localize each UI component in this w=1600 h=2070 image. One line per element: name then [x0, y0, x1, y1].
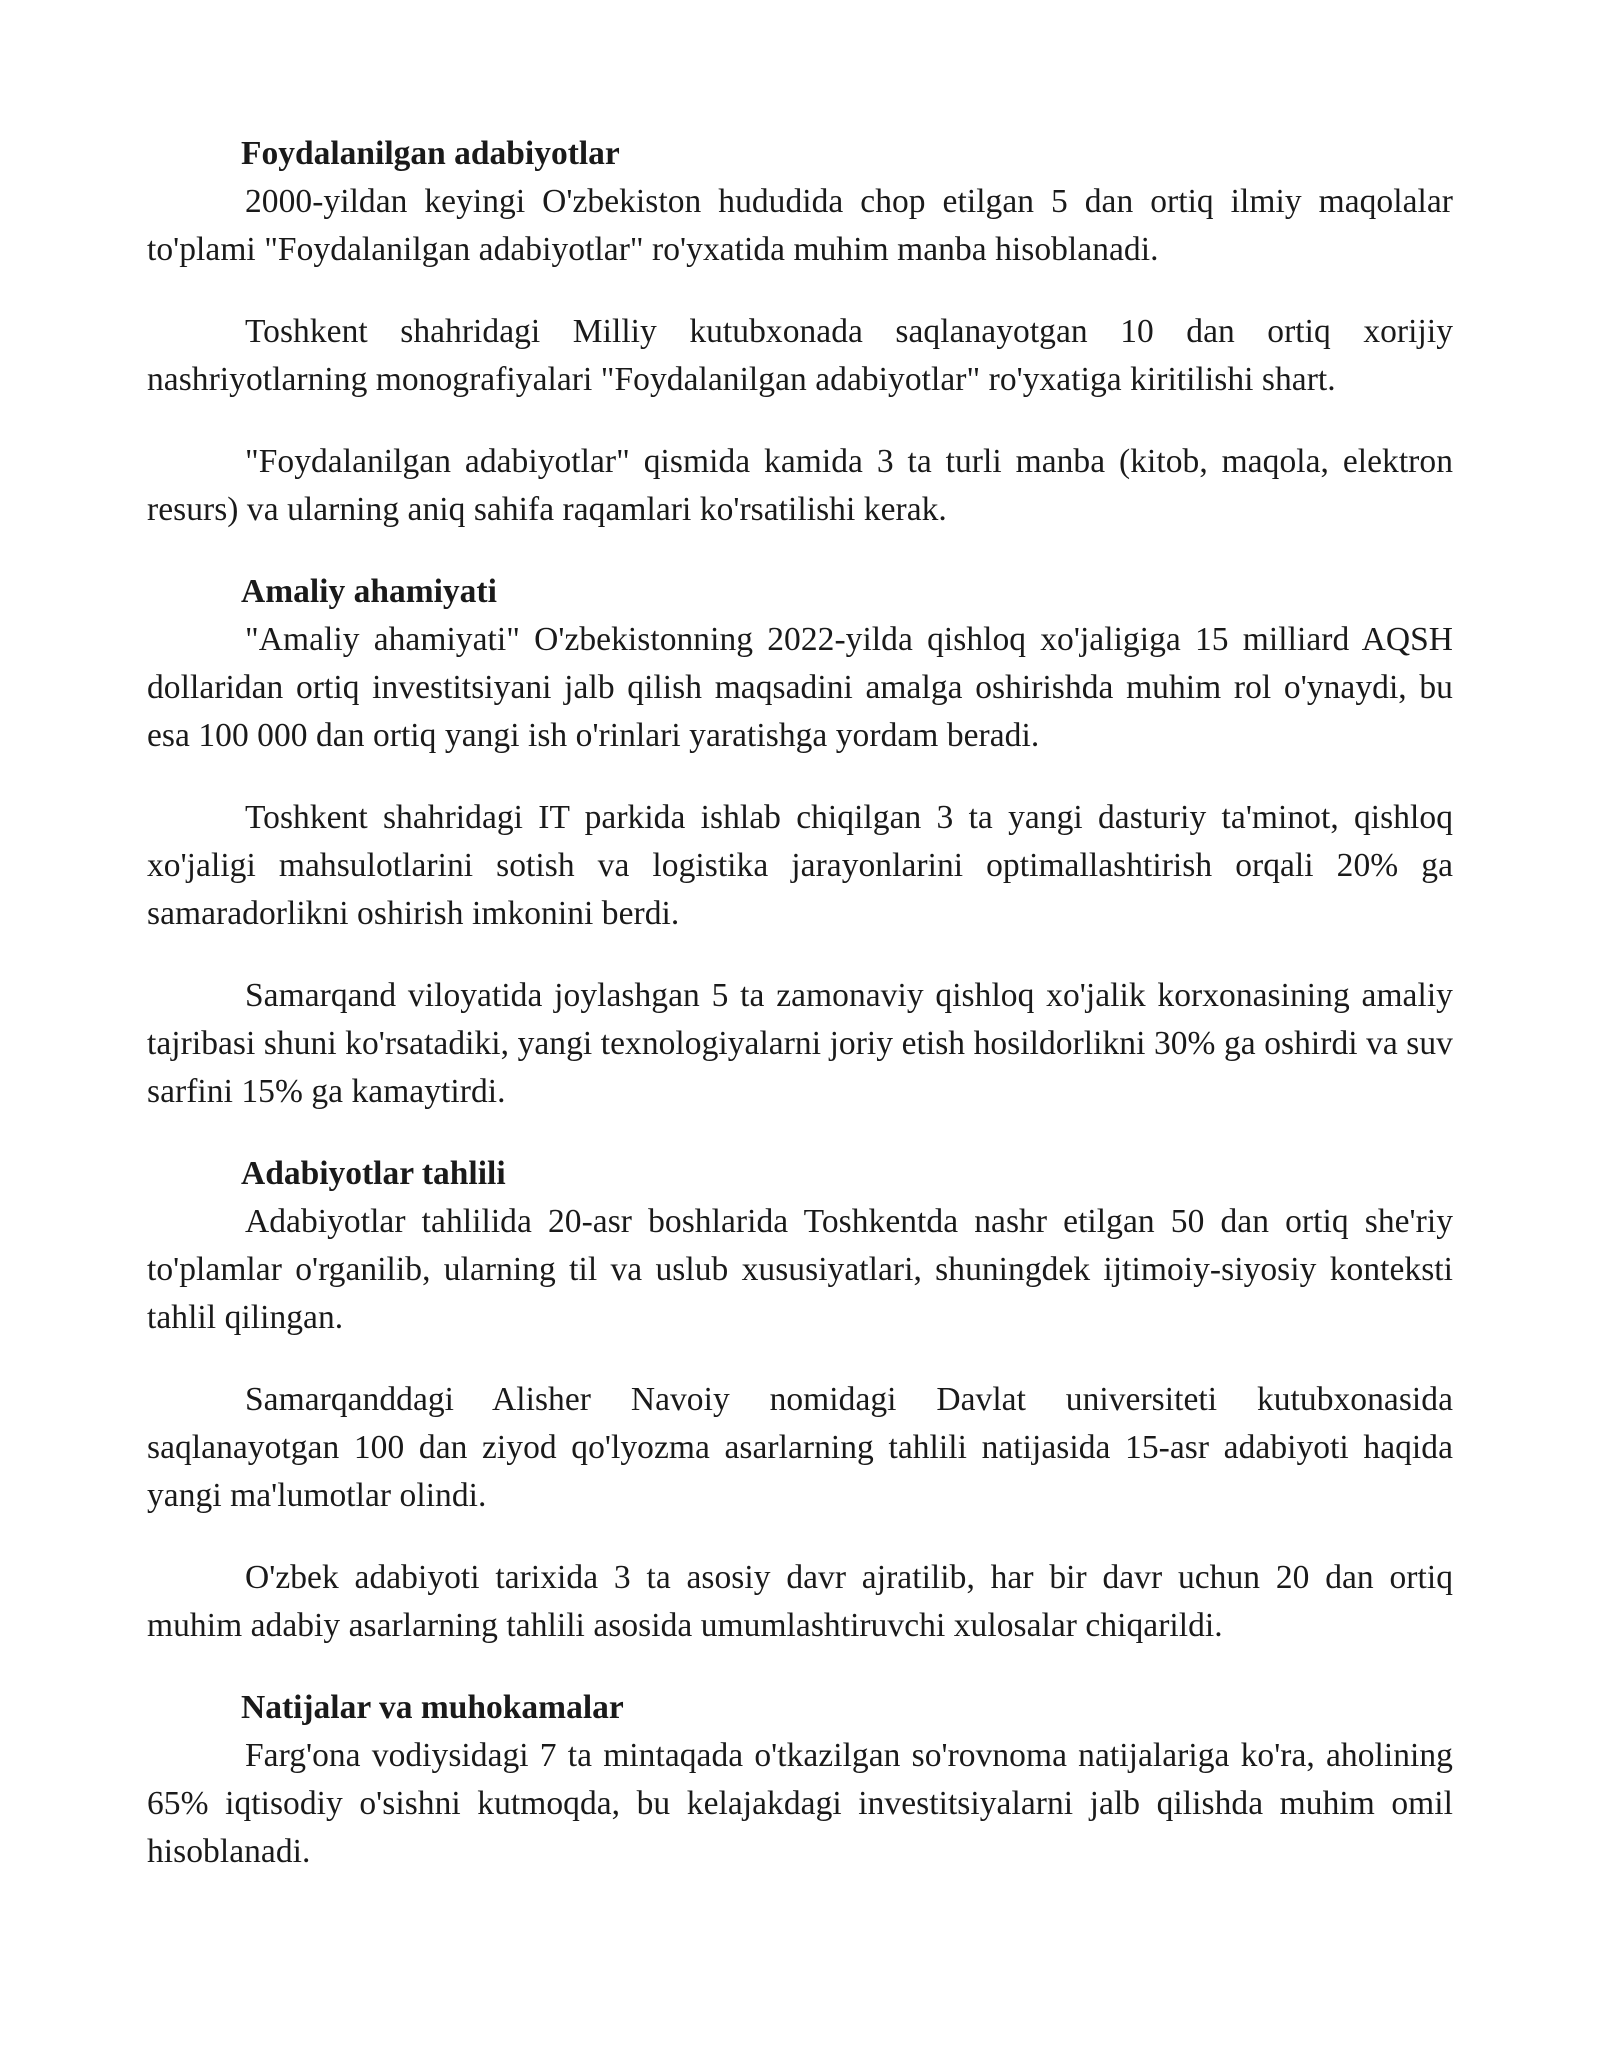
section-amaliy-ahamiyati [147, 568, 1453, 1116]
section-foydalanilgan-adabiyotlar [147, 130, 1453, 534]
paragraph: O'zbek adabiyoti tarixida 3 ta asosiy davr ajratilib, har bir davr uchun 20 dan ortiq muhim adabiy asarlarning tahlili asosida umumlashtiruvchi xulosalar chiqarildi. [147, 1559, 1453, 1644]
paragraph: Samarqanddagi Alisher Navoiy nomidagi Davlat universiteti kutubxonasida saqlanayotgan 100 dan ziyod qo'lyozma asarlarning tahlili natijasida 15-asr adabiyoti haqida yangi ma'lumotlar olindi. [147, 1381, 1453, 1514]
section-heading: Amaliy ahamiyati [241, 573, 497, 610]
section-heading: Natijalar va muhokamalar [241, 1689, 624, 1726]
paragraph: Toshkent shahridagi IT parkida ishlab chiqilgan 3 ta yangi dasturiy ta'minot, qishloq xo'jaligi mahsulotlarini sotish va logistika jarayonlarini optimallashtirish orqali 20% ga samaradorlikni oshirish imkonini berdi. [147, 799, 1453, 932]
section-natijalar-va-muhokamalar [147, 1684, 1453, 1876]
paragraph: Farg'ona vodiysidagi 7 ta mintaqada o'tkazilgan so'rovnoma natijalariga ko'ra, aholining 65% iqtisodiy o'sishni kutmoqda, bu kelajakdagi investitsiyalarni jalb qilishda muhim omil hisoblanadi. [147, 1737, 1453, 1870]
paragraph: Adabiyotlar tahlilida 20-asr boshlarida Toshkentda nashr etilgan 50 dan ortiq she'riy to'plamlar o'rganilib, ularning til va uslub xususiyatlari, shuningdek ijtimoiy-siyosiy konteksti tahlil qilingan. [147, 1203, 1453, 1336]
paragraph: "Amaliy ahamiyati" O'zbekistonning 2022-yilda qishloq xo'jaligiga 15 milliard AQSH dollaridan ortiq investitsiyani jalb qilish maqsadini amalga oshirishda muhim rol o'ynaydi, bu esa 100 000 dan ortiq yangi ish o'rinlari yaratishga yordam beradi. [147, 621, 1453, 754]
paragraph: Samarqand viloyatida joylashgan 5 ta zamonaviy qishloq xo'jalik korxonasining amaliy tajribasi shuni ko'rsatadiki, yangi texnologiyalarni joriy etish hosildorlikni 30% ga oshirdi va suv sarfini 15% ga kamaytirdi. [147, 977, 1453, 1110]
document-body [147, 130, 1453, 1876]
paragraph: "Foydalanilgan adabiyotlar" qismida kamida 3 ta turli manba (kitob, maqola, elektron resurs) va ularning aniq sahifa raqamlari ko'rsatilishi kerak. [147, 443, 1453, 528]
section-adabiyotlar-tahlili [147, 1150, 1453, 1650]
section-heading: Adabiyotlar tahlili [241, 1155, 506, 1192]
paragraph: Toshkent shahridagi Milliy kutubxonada saqlanayotgan 10 dan ortiq xorijiy nashriyotlarning monografiyalari "Foydalanilgan adabiyotlar" ro'yxatiga kiritilishi shart. [147, 313, 1453, 398]
paragraph: 2000-yildan keyingi O'zbekiston hududida chop etilgan 5 dan ortiq ilmiy maqolalar to'plami "Foydalanilgan adabiyotlar" ro'yxatida muhim manba hisoblanadi. [147, 183, 1453, 268]
section-heading: Foydalanilgan adabiyotlar [241, 135, 620, 172]
